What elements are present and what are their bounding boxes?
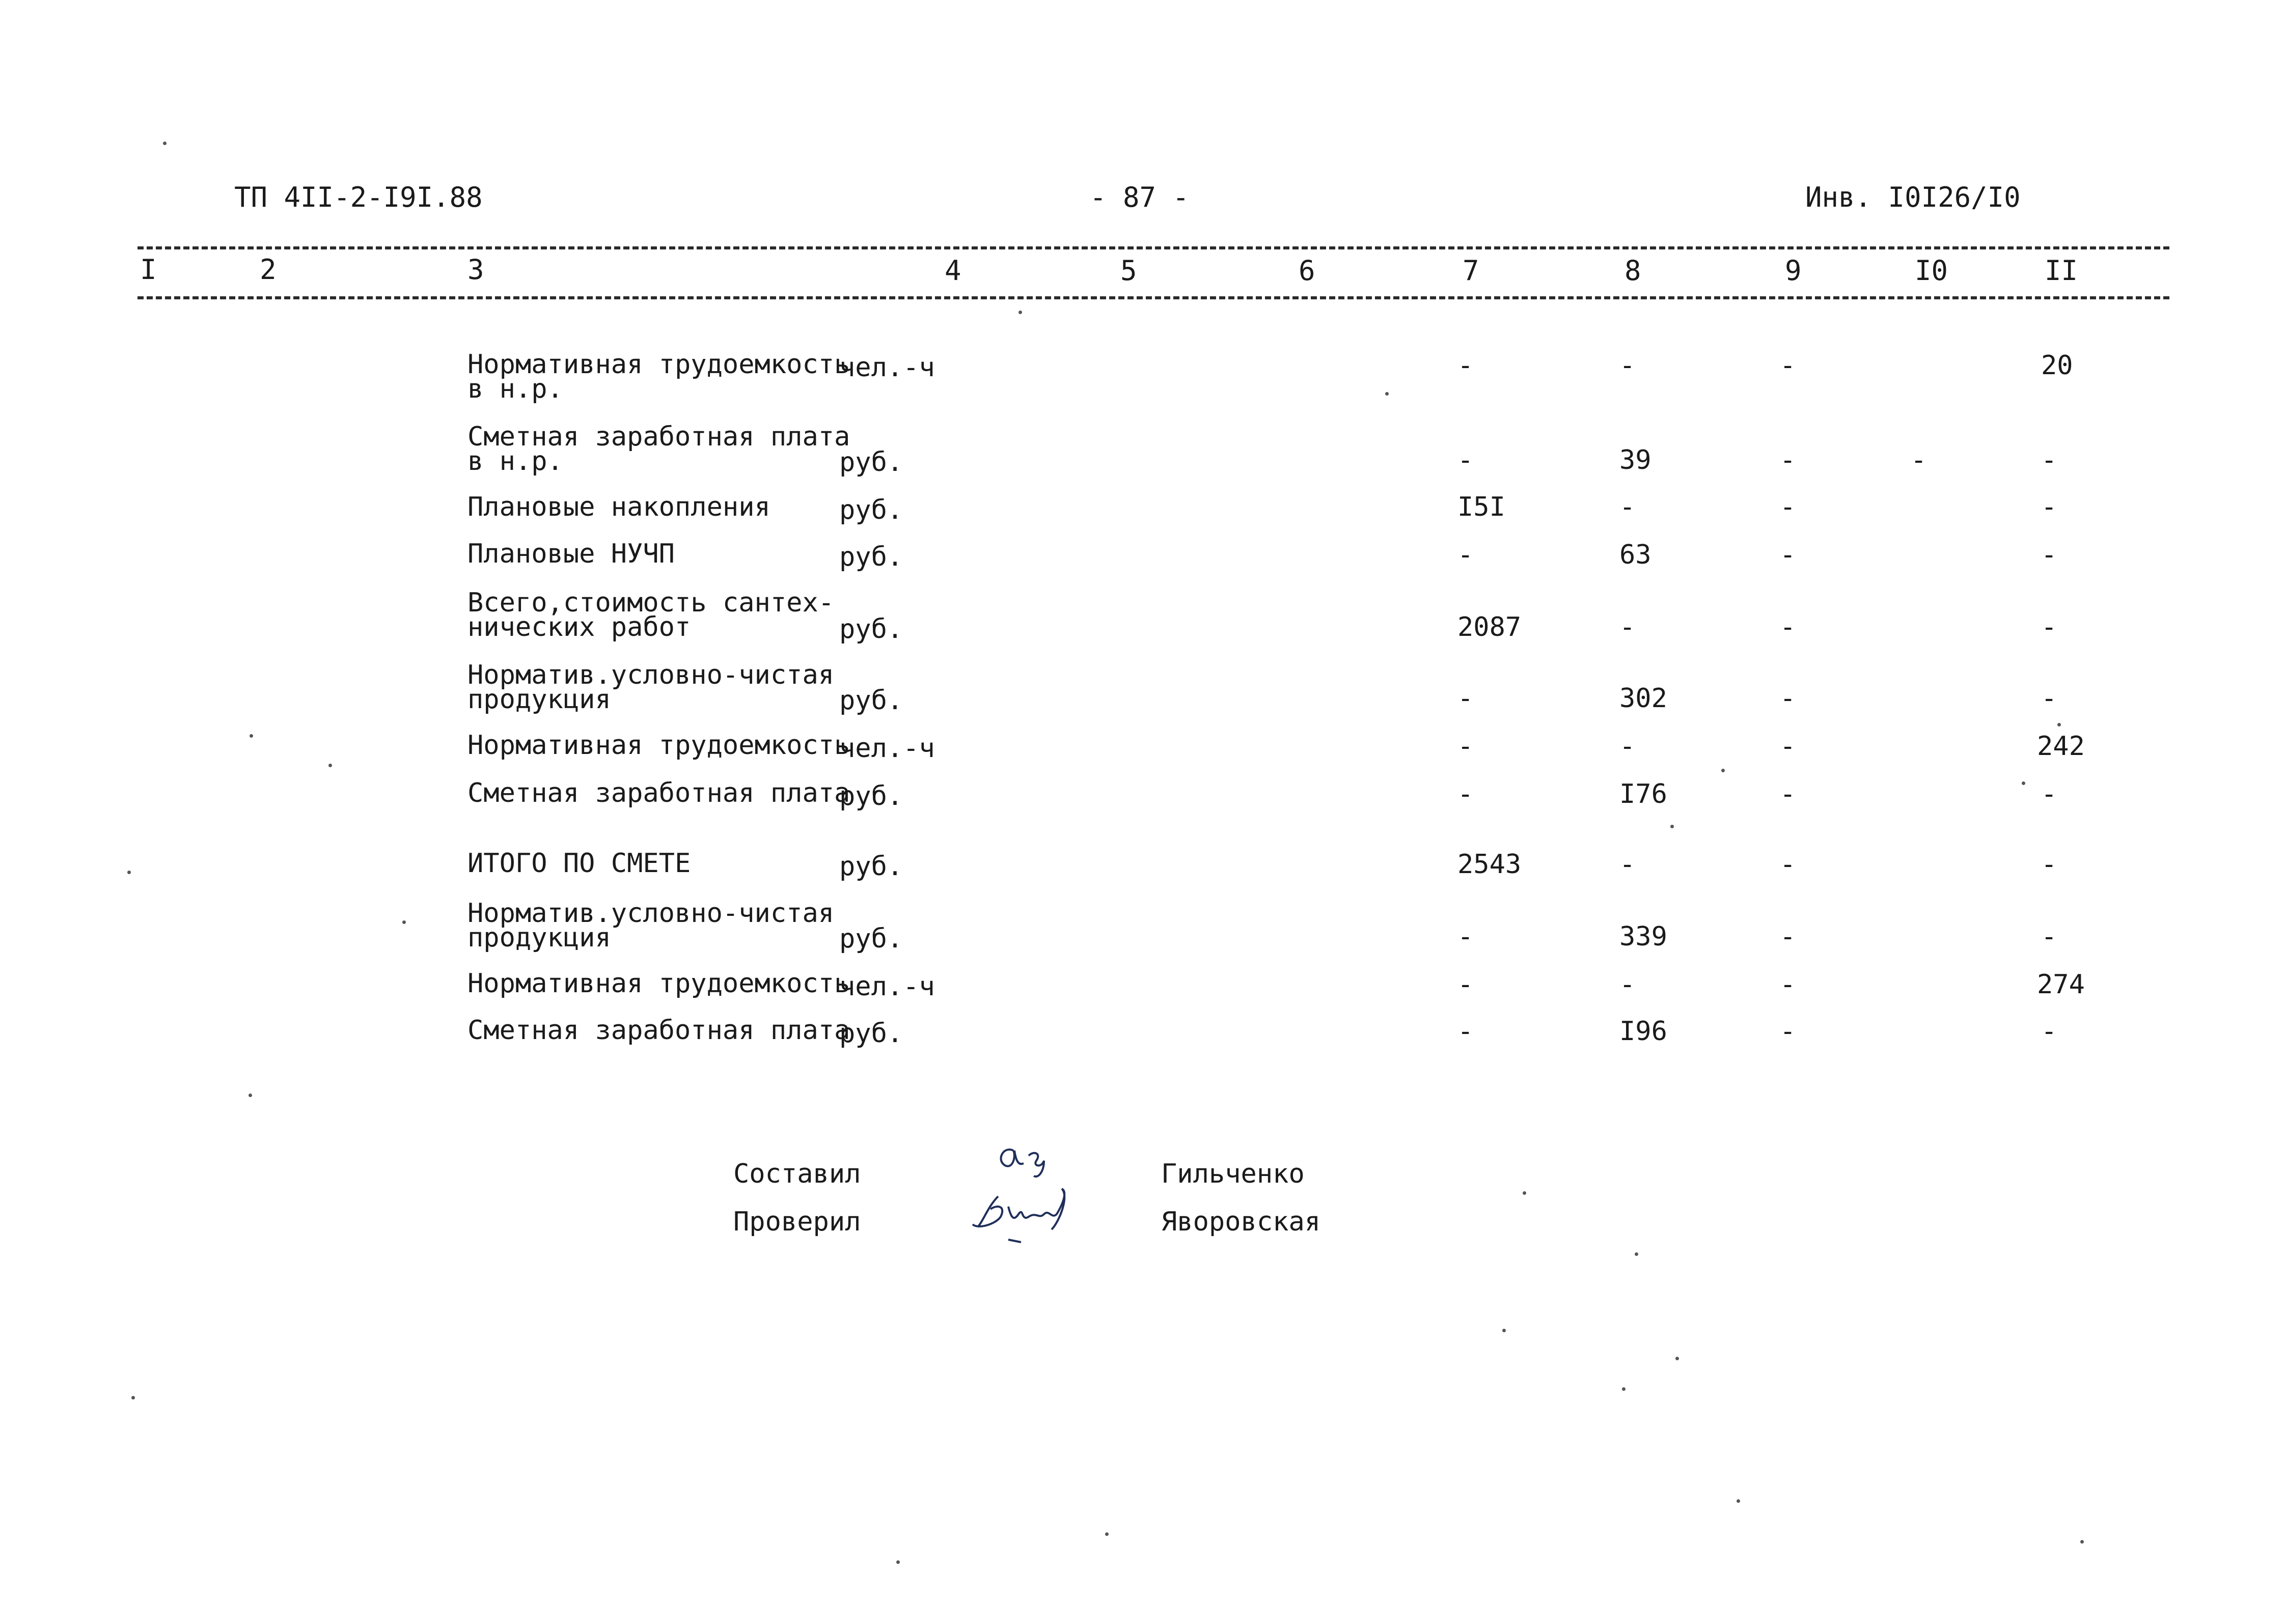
row-6-unit: руб. bbox=[839, 685, 903, 716]
row-9-col-11: - bbox=[2041, 849, 2057, 880]
scan-speck bbox=[1523, 1191, 1526, 1195]
row-10-col-7: - bbox=[1457, 921, 1474, 952]
row-3-desc-line-1: Плановые накопления bbox=[467, 492, 770, 522]
scan-speck bbox=[127, 871, 131, 874]
row-2-unit: руб. bbox=[839, 447, 903, 478]
row-11-col-8: - bbox=[1619, 969, 1636, 1000]
row-12-desc-line-1: Сметная заработная плата bbox=[467, 1015, 850, 1046]
row-7-col-11: 242 bbox=[2037, 731, 2085, 762]
row-5-description bbox=[467, 587, 835, 642]
row-12-col-7: - bbox=[1457, 1016, 1474, 1047]
row-1-col-9: - bbox=[1780, 350, 1796, 381]
scan-speck bbox=[1670, 825, 1674, 828]
page-number: - 87 - bbox=[1090, 181, 1190, 213]
row-12-col-9: - bbox=[1780, 1016, 1796, 1047]
row-6-desc-line-2: продукция bbox=[467, 684, 611, 715]
row-4-description bbox=[467, 539, 675, 569]
row-4-col-9: - bbox=[1780, 540, 1796, 570]
row-10-unit: руб. bbox=[839, 923, 903, 954]
row-4-col-7: - bbox=[1457, 540, 1474, 570]
row-1-desc-line-2: в н.р. bbox=[467, 374, 563, 404]
row-11-description bbox=[467, 968, 850, 999]
scan-speck bbox=[1502, 1329, 1506, 1332]
row-10-description bbox=[467, 898, 835, 953]
row-7-col-8: - bbox=[1619, 731, 1636, 762]
column-number-8: 8 bbox=[1624, 255, 1641, 287]
scan-speck bbox=[163, 142, 167, 145]
column-number-9: 9 bbox=[1785, 255, 1802, 287]
row-10-col-9: - bbox=[1780, 921, 1796, 952]
row-4-unit: руб. bbox=[839, 542, 903, 572]
row-6-col-11: - bbox=[2041, 683, 2057, 714]
scan-speck bbox=[131, 1396, 135, 1399]
column-number-7: 7 bbox=[1463, 255, 1479, 287]
row-2-col-8: 39 bbox=[1619, 445, 1651, 475]
row-7-col-9: - bbox=[1780, 731, 1796, 762]
scan-speck bbox=[402, 920, 406, 924]
row-2-description bbox=[467, 422, 850, 477]
row-10-col-11: - bbox=[2041, 921, 2057, 952]
row-3-col-7: I5I bbox=[1457, 492, 1505, 522]
scan-speck bbox=[1675, 1357, 1679, 1360]
row-11-col-7: - bbox=[1457, 969, 1474, 1000]
row-5-col-8: - bbox=[1619, 612, 1636, 642]
row-2-desc-line-1: Сметная заработная плата bbox=[467, 422, 850, 452]
header-bottom-rule bbox=[137, 296, 2169, 299]
row-9-col-8: - bbox=[1619, 849, 1636, 880]
row-6-col-8: 302 bbox=[1619, 683, 1667, 714]
row-2-desc-line-2: в н.р. bbox=[467, 446, 563, 477]
row-7-desc-line-1: Нормативная трудоемкость bbox=[467, 730, 850, 761]
scan-speck bbox=[250, 734, 253, 738]
column-number-5: 5 bbox=[1120, 255, 1137, 287]
row-2-col-10: - bbox=[1911, 445, 1927, 475]
row-1-description bbox=[467, 349, 850, 404]
row-9-description bbox=[467, 848, 691, 879]
row-6-desc-line-1: Норматив.условно-чистая bbox=[467, 660, 835, 690]
scan-speck bbox=[1018, 311, 1022, 314]
row-3-col-8: - bbox=[1619, 492, 1636, 522]
column-number-3: 3 bbox=[467, 254, 484, 286]
row-5-desc-line-2: нических работ bbox=[467, 612, 691, 642]
scan-speck bbox=[2057, 723, 2061, 726]
row-8-unit: руб. bbox=[839, 781, 903, 811]
row-1-col-8: - bbox=[1619, 350, 1636, 381]
row-4-desc-line-1: Плановые НУЧП bbox=[467, 539, 675, 569]
row-7-description bbox=[467, 730, 850, 761]
row-1-col-11: 20 bbox=[2041, 350, 2073, 381]
row-8-description bbox=[467, 778, 850, 808]
row-9-col-9: - bbox=[1780, 849, 1796, 880]
compiled-signature bbox=[993, 1140, 1059, 1181]
scan-speck bbox=[2080, 1540, 2084, 1544]
row-8-desc-line-1: Сметная заработная плата bbox=[467, 778, 850, 808]
row-9-col-7: 2543 bbox=[1457, 849, 1522, 880]
scan-speck bbox=[896, 1560, 900, 1564]
header-top-rule bbox=[137, 246, 2169, 249]
row-12-unit: руб. bbox=[839, 1018, 903, 1049]
row-5-unit: руб. bbox=[839, 614, 903, 645]
row-8-col-9: - bbox=[1780, 779, 1796, 809]
row-9-desc-line-1: ИТОГО ПО СМЕТЕ bbox=[467, 848, 691, 879]
checked-by-label: Проверил bbox=[733, 1207, 861, 1237]
row-9-unit: руб. bbox=[839, 851, 903, 882]
scan-speck bbox=[1385, 392, 1389, 396]
row-7-unit: чел.-ч bbox=[839, 733, 935, 764]
column-number-6: 6 bbox=[1299, 255, 1315, 287]
row-4-col-11: - bbox=[2041, 540, 2057, 570]
row-12-col-8: I96 bbox=[1619, 1016, 1667, 1047]
row-10-col-8: 339 bbox=[1619, 921, 1667, 952]
compiled-by-label: Составил bbox=[733, 1159, 861, 1189]
row-5-col-9: - bbox=[1780, 612, 1796, 642]
row-11-desc-line-1: Нормативная трудоемкость bbox=[467, 968, 850, 999]
checked-signature bbox=[968, 1186, 1085, 1252]
row-3-description bbox=[467, 492, 770, 522]
row-1-desc-line-1: Нормативная трудоемкость bbox=[467, 349, 850, 380]
column-number-4: 4 bbox=[945, 255, 961, 287]
row-6-col-7: - bbox=[1457, 683, 1474, 714]
scan-speck bbox=[2022, 781, 2025, 785]
row-1-col-7: - bbox=[1457, 350, 1474, 381]
row-12-description bbox=[467, 1015, 850, 1046]
document-code: ТП 4II-2-I9I.88 bbox=[234, 181, 483, 213]
column-number-1: I bbox=[140, 254, 157, 286]
scan-speck bbox=[1635, 1252, 1638, 1256]
row-2-col-7: - bbox=[1457, 445, 1474, 475]
row-2-col-11: - bbox=[2041, 445, 2057, 475]
compiled-by-name: Гильченко bbox=[1161, 1159, 1305, 1189]
row-8-col-11: - bbox=[2041, 779, 2057, 809]
row-4-col-8: 63 bbox=[1619, 540, 1651, 570]
scan-speck bbox=[1737, 1499, 1740, 1503]
scan-speck bbox=[1721, 769, 1725, 772]
row-11-col-11: 274 bbox=[2037, 969, 2085, 1000]
scan-speck bbox=[328, 764, 332, 767]
scan-speck bbox=[1105, 1532, 1109, 1536]
column-number-10: I0 bbox=[1915, 255, 1948, 287]
column-number-2: 2 bbox=[260, 254, 277, 286]
row-11-col-9: - bbox=[1780, 969, 1796, 1000]
row-7-col-7: - bbox=[1457, 731, 1474, 762]
column-number-11: II bbox=[2045, 255, 2078, 287]
row-5-desc-line-1: Всего,стоимость сантех- bbox=[467, 587, 835, 618]
row-6-description bbox=[467, 660, 835, 715]
checked-by-name: Яворовская bbox=[1161, 1207, 1321, 1237]
row-11-unit: чел.-ч bbox=[839, 971, 935, 1002]
row-3-col-11: - bbox=[2041, 492, 2057, 522]
row-5-col-7: 2087 bbox=[1457, 612, 1522, 642]
scan-speck bbox=[249, 1094, 252, 1097]
row-8-col-7: - bbox=[1457, 779, 1474, 809]
row-12-col-11: - bbox=[2041, 1016, 2057, 1047]
row-10-desc-line-1: Норматив.условно-чистая bbox=[467, 898, 835, 929]
row-5-col-11: - bbox=[2041, 612, 2057, 642]
row-8-col-8: I76 bbox=[1619, 779, 1667, 809]
row-2-col-9: - bbox=[1780, 445, 1796, 475]
row-1-unit: чел.-ч bbox=[839, 352, 935, 383]
inventory-number: Инв. I0I26/I0 bbox=[1805, 181, 2021, 213]
row-3-col-9: - bbox=[1780, 492, 1796, 522]
row-6-col-9: - bbox=[1780, 683, 1796, 714]
row-3-unit: руб. bbox=[839, 495, 903, 525]
row-10-desc-line-2: продукция bbox=[467, 922, 611, 953]
scan-speck bbox=[1622, 1387, 1626, 1391]
